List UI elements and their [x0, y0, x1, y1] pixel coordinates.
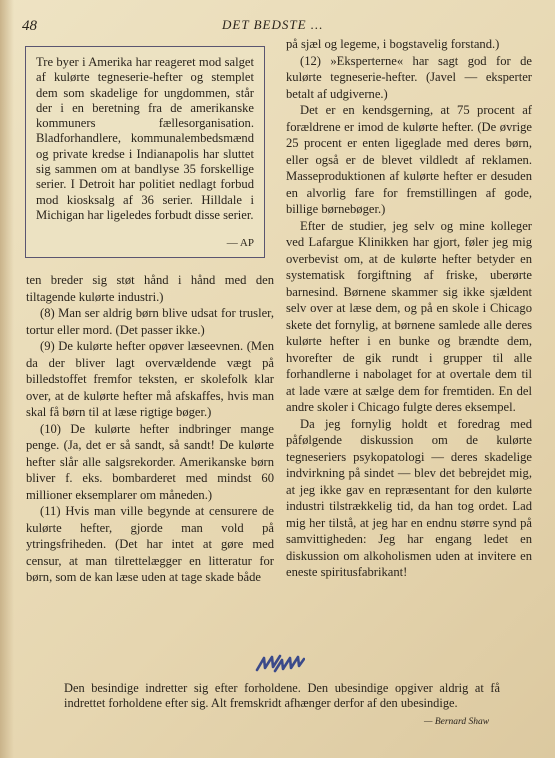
paragraph: ten breder sig støt hånd i hånd med den tiltagende kulørte industri.) — [26, 273, 274, 304]
right-column — [286, 36, 532, 581]
paragraph: (11) Hvis man ville begynde at censurere de kulørte hefter, gjorde man vold på ytringsfriheden. (Det har intet at gøre med censur, at man tilrettelægger en litteratur for børn, som de kan læse uden at tage skade både — [26, 504, 274, 584]
quote-author: — Bernard Shaw — [424, 717, 490, 727]
news-box-source: — AP — [226, 237, 254, 249]
paragraph: Da jeg fornylig holdt et foredrag med påfølgende diskussion om de kulørte tegneseriers psykopatologi — deres skadelige indvirkning på sindet — blev det bebrejdet mig, at jeg ikke gav en repræsentant for den kulørte industri tilstrækkelig tid, da han tog ordet. Lad mig her tilstå, at jeg har en endnu større synd på samvittigheden: Jeg har engang ledet en diskussion om alkoholismen uden at invitere en eneste spiritusfabrikant! — [286, 416, 532, 579]
running-header: DET BEDSTE ... — [222, 17, 324, 32]
paragraph: (8) Man ser aldrig børn blive udsat for trusler, tortur eller mord. (Det passer ikke.) — [26, 306, 274, 337]
paragraph: Efter de studier, jeg selv og mine kolleger ved Lafargue Klinikken har gjort, føler jeg mig overbevist om, at de kulørte hefter betyder en systematisk forgiftning af friske, uberørte barnesind. Børnene skammer sig ikke sjældent selv over at læse dem, og på en skole i Chicago skete det fornylig, at børnene samlede alle deres kulørte hefter i en bunke og brændte dem, hvorefter de gik rundt i grupper til alle forhandlerne i nabolaget for at overtale dem til at lade være at sælge dem for fremtiden. En del andre skoler i Chicago fulgte deres eksempel. — [286, 218, 532, 414]
news-box — [25, 46, 265, 258]
paragraph: (10) De kulørte hefter indbringer mange penge. (Ja, det er så sandt, så sandt! De kulørte hefter slår alle salgsrekorder. Amerikanske børn bliver f. eks. bombarderet med mindst 60 millioner eksemplarer om måneden.) — [26, 421, 274, 502]
paragraph: (9) De kulørte hefter opøver læseevnen. (Men da der bliver lagt overvældende vægt på billedstoffet fremfor teksten, er skolefolk klar over, at de kulørte hefter må afskaffes, hvis man skal få børn til at læse rigtige bøger.) — [26, 339, 274, 419]
closing-quote: Den besindige indretter sig efter forholdene. Den ubesindige opgiver aldrig at få indrettet forholdene efter sig. Alt fremskridt afhænger derfor af den ubesindige. — [64, 681, 500, 710]
page-edge-shadow — [0, 0, 14, 758]
paragraph: på sjæl og legeme, i bogstavelig forstand.) — [286, 37, 500, 51]
left-column — [26, 272, 274, 586]
paragraph: Det er en kendsgerning, at 75 procent af forældrene er imod de kulørte hefter. (De øvrige 25 procent er enten ligeglade med deres børn, eller også er de blevet vildledt af reklamen. Masseproduktionen af kulørte hefter er desuden en alvorlig fare for fremstillingen af gode, billige børnebøger.) — [286, 103, 532, 216]
paragraph: (12) »Eksperterne« har sagt god for de kulørte tegneserie-hefter. (Javel — eksperter betalt af udgiverne.) — [286, 53, 532, 101]
news-box-text: Tre byer i Amerika har reageret mod salget af kulørte tegneserie-hefter og stemplet dem som skadelige for ungdommen, står der i en beretning fra de amerikanske kommuners fællesorganisation. Bladforhandlere, kommunalembedsmænd og private kredse i Indianapolis har sluttet sig sammen om at bandlyse 35 forskellige serier. I Detroit har politiet nedlagt forbud mod kiosksalg af 36 serier. Hilldale i Michigan har ligeledes forbudt disse serier. — [36, 55, 254, 222]
page-number: 48 — [22, 18, 37, 34]
wavy-ornament-icon — [255, 652, 305, 674]
